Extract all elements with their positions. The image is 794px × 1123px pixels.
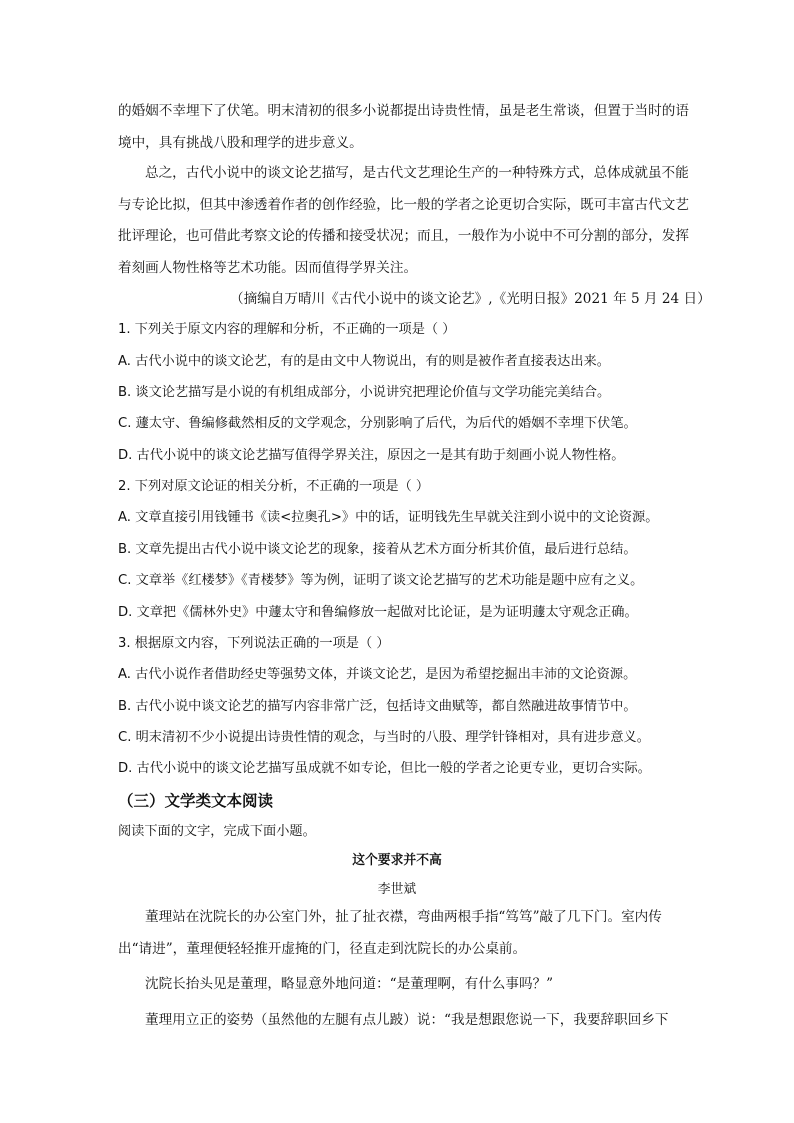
passage-paragraph-summary: 总之，古代小说中的谈文论艺描写，是古代文艺理论生产的一种特殊方式，总体成就虽不能与专论比拟，但其中渗透着作者的创作经验，比一般的学者之论更切合实际，既可丰富古代文艺批评理论，也可借此考察文论的传播和接受状况；而且，一般作为小说中不可分割的部分，发挥着刻画人物性格等艺术功能。因而值得学界关注。 [118, 165, 689, 276]
question-2-option-b: B. 文章先提出古代小说中谈文论艺的现象，接着从艺术方面分析其价值，最后进行总结。 [118, 542, 637, 557]
passage-paragraph-continued: 的婚姻不幸埋下了伏笔。明末清初的很多小说都提出诗贵性情，虽是老生常谈，但置于当时的语境中，具有挑战八股和理学的进步意义。 [118, 103, 689, 151]
section-heading: （三）文学类文本阅读 [118, 792, 274, 810]
question-1-option-b: B. 谈文论艺描写是小说的有机组成部分，小说讲究把理论价值与文学功能完美结合。 [118, 385, 611, 400]
question-3-option-a: A. 古代小说作者借助经史等强势文体，并谈文论艺，是因为希望挖掘出丰沛的文论资源。 [118, 667, 637, 682]
section-instruction: 阅读下面的文字，完成下面小题。 [118, 824, 316, 839]
story-author: 李世斌 [377, 882, 417, 897]
question-3-stem: 3. 根据原文内容，下列说法正确的一项是（ ） [118, 636, 390, 651]
question-2-option-d: D. 文章把《儒林外史》中蘧太守和鲁编修放一起做对比论证，是为证明蘧太守观念正确。 [118, 605, 638, 620]
question-3-option-c: C. 明末清初不少小说提出诗贵性情的观念，与当时的八股、理学针锋相对，具有进步意义。 [118, 730, 650, 745]
story-title: 这个要求并不高 [352, 853, 442, 868]
question-2-option-c: C. 文章举《红楼梦》《青楼梦》等为例，证明了谈文论艺描写的艺术功能是题中应有之义。 [118, 573, 644, 588]
story-paragraph-1: 董理站在沈院长的办公室门外，扯了扯衣襟，弯曲两根手指“笃笃”敲了几下门。室内传出“请进”，董理便轻轻推开虚掩的门，径直走到沈院长的办公桌前。 [118, 909, 662, 957]
question-2-stem: 2. 下列对原文论证的相关分析，不正确的一项是（ ） [118, 479, 430, 494]
story-paragraph-3: 董理用立正的姿势（虽然他的左腿有点儿跛）说：“我是想跟您说一下，我要辞职回乡下 [145, 1012, 669, 1028]
question-1-option-a: A. 古代小说中的谈文论艺，有的是由文中人物说出，有的则是被作者直接表达出来。 [118, 354, 610, 369]
question-1-option-d: D. 古代小说中的谈文论艺描写值得学界关注，原因之一是其有助于刻画小说人物性格。 [118, 448, 625, 463]
question-3-option-b: B. 古代小说中谈文论艺的描写内容非常广泛，包括诗文曲赋等，都自然融进故事情节中。 [118, 699, 637, 714]
question-1-stem: 1. 下列关于原文内容的理解和分析，不正确的一项是（ ） [118, 322, 456, 337]
question-1-option-c: C. 蘧太守、鲁编修截然相反的文学观念，分别影响了后代，为后代的婚姻不幸埋下伏笔。 [118, 416, 637, 431]
question-2-option-a: A. 文章直接引用钱锺书《读<拉奥孔>》中的话，证明钱先生早就关注到小说中的文论资源。 [118, 510, 659, 525]
source-citation: （摘编自万晴川《古代小说中的谈文论艺》,《光明日报》2021 年 5 月 24 日） [230, 291, 711, 307]
question-3-option-d: D. 古代小说中的谈文论艺描写虽成就不如专论，但比一般的学者之论更专业，更切合实际。 [118, 761, 651, 776]
story-paragraph-2: 沈院长抬头见是董理，略显意外地问道：“是董理啊，有什么事吗？” [145, 976, 554, 992]
